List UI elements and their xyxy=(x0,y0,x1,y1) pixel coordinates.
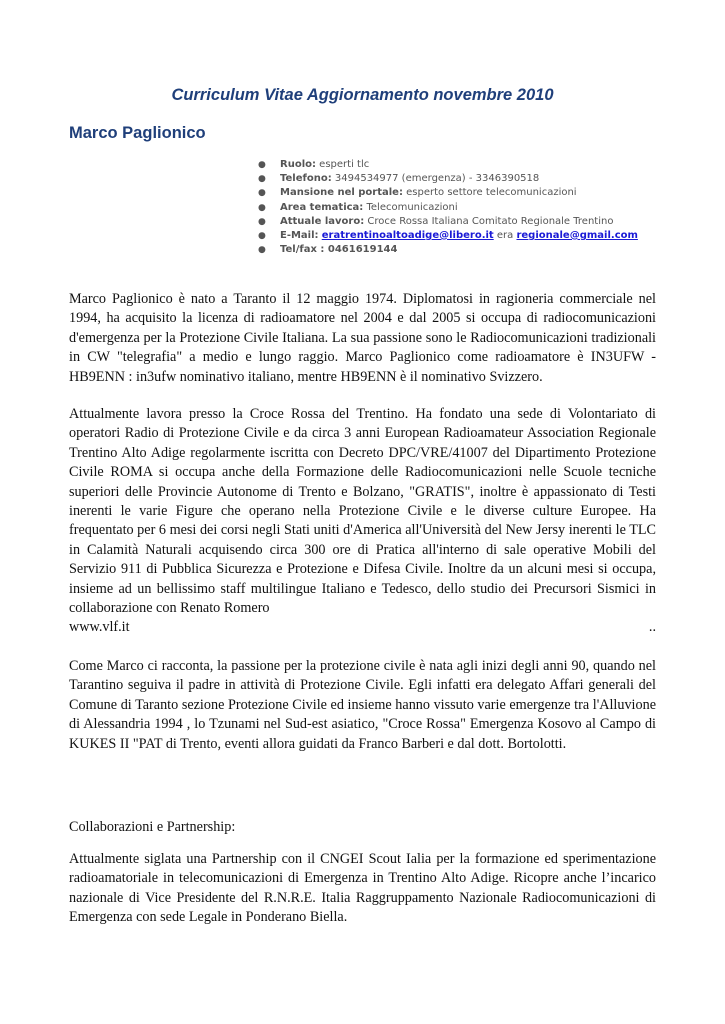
paragraph-end-dots: .. xyxy=(648,619,656,636)
bullet-icon: ● xyxy=(258,230,266,241)
mansione-label: Mansione nel portale: xyxy=(280,187,403,199)
area-value: Telecomunicazioni xyxy=(363,201,458,213)
bullet-icon: ● xyxy=(258,202,266,213)
vlf-row xyxy=(69,618,656,637)
ruolo-value: esperti tlc xyxy=(316,159,370,170)
info-item-ruolo xyxy=(258,158,638,172)
bullet-icon: ● xyxy=(258,188,266,199)
paragraph-current-work xyxy=(69,405,656,638)
paragraph-partnership: Attualmente siglata una Partnership con il CNGEI Scout Ialia per la formazione ed sperimentazione radioamatoriale in telecomunicazioni di Emergenza in Trentino Alto Adige. Ricopre anche l’incarico nazionale di Vice Presidente del R.N.R.E. Italia Raggruppamento Nazionale Radiocomunicazioni di Emergenza con sede Legale in Ponderano Biella. xyxy=(69,851,656,926)
info-item-telefono xyxy=(258,172,638,186)
telefono-label: Telefono: xyxy=(280,173,332,185)
section-heading-collaborations: Collaborazioni e Partnership: xyxy=(69,819,236,835)
mansione-value: esperto settore telecomunicazioni xyxy=(402,187,577,199)
document-title: Curriculum Vitae Aggiornamento novembre 2010 xyxy=(171,86,554,104)
lavoro-label: Attuale lavoro: xyxy=(280,215,365,227)
email-link-1[interactable]: eratrentinoaltoadige@libero.it xyxy=(321,229,494,241)
bullet-icon: ● xyxy=(258,216,266,227)
bullet-icon: ● xyxy=(258,160,266,170)
vlf-site-text: www.vlf.it xyxy=(69,619,130,636)
paragraph-current-work-text: Attualmente lavora presso la Croce Rossa del Trentino. Ha fondato una sede di Volontariato di operatori Radio di Protezione Civile e da circa 3 anni European Radioamateur Association Regionale Trentino Alto Adige regolarmente iscritta con Decreto DPC/VRE/41007 del Dipartimento Protezione Civile ROMA si occupa anche della Formazione delle Radiocomunicazioni nelle Scuole tecniche superiori delle Provincie Autonome di Trento e Bolzano, "GRATIS", inoltre è appassionato di Testi inerenti le varie Figure che operano nella Protezione Civile e le diverse culture Europee. Ha frequentato per 6 mesi dei corsi negli Stati uniti d'America all'Università del New Jersy inerenti le TLC in Calamità Naturali acquisendo circa 300 ore di Pratica all'interno di sale operative Mobili del Servizio 911 di Pubblica Sicurezza e Protezione e Difesa Civile. Inoltre da un alcuni mesi si occupa, insieme ad un bellissimo staff multilingue Italiano e Tedesco, dello studio dei Precursori Sismici in collaborazione con Renato Romero xyxy=(69,406,656,617)
email-label: E-Mail: xyxy=(280,229,319,241)
email-link-2[interactable]: regionale@gmail.com xyxy=(516,229,638,241)
ruolo-label: Ruolo: xyxy=(280,159,316,170)
telefono-value: 3494534977 (emergenza) - 3346390518 xyxy=(331,173,540,185)
email-separator: era xyxy=(493,229,517,241)
bullet-icon: ● xyxy=(258,245,266,256)
info-item-area xyxy=(258,201,638,215)
info-item-email xyxy=(258,229,638,243)
telfax-label: Tel/fax : 0461619144 xyxy=(280,244,398,256)
person-name: Marco Paglionico xyxy=(69,124,206,142)
paragraph-biography: Marco Paglionico è nato a Taranto il 12 maggio 1974. Diplomatosi in ragioneria commerciale nel 1994, ha acquisito la licenza di radioamatore nel 2004 e dal 2005 si occupa di radiocomunicazioni d'emergenza per la Protezione Civile Italiana. La sua passione sono le Radiocomunicazioni tradizionali in CW "telegrafia" a medio e lungo raggio. Marco Paglionico come radioamatore è IN3UFW - HB9ENN : in3ufw nominativo italiano, mentre HB9ENN è il nominativo Svizzero. xyxy=(69,291,656,385)
paragraph-history: Come Marco ci racconta, la passione per la protezione civile è nata agli inizi degli anni 90, quando nel Tarantino seguiva il padre in attività di Protezione Civile. Egli infatti era delegato Affari generali del Comune di Taranto sezione Protezione Civile ed insieme hanno vissuto varie emergenze tra l'Alluvione di Alessandria 1994 , lo Tzunami nel Sud-est asiatico, "Croce Rossa" Emergenza Kosovo al Campo di KUKES II "PAT di Trento, eventi allora guidati da Franco Barberi e dal dott. Bortolotti. xyxy=(69,658,656,752)
info-item-lavoro xyxy=(258,215,638,229)
info-item-mansione xyxy=(258,186,638,200)
info-item-telfax xyxy=(258,243,638,257)
lavoro-value: Croce Rossa Italiana Comitato Regionale Trentino xyxy=(364,215,614,227)
bullet-icon: ● xyxy=(258,174,266,185)
contact-info-list xyxy=(258,158,638,257)
area-label: Area tematica: xyxy=(280,201,364,213)
